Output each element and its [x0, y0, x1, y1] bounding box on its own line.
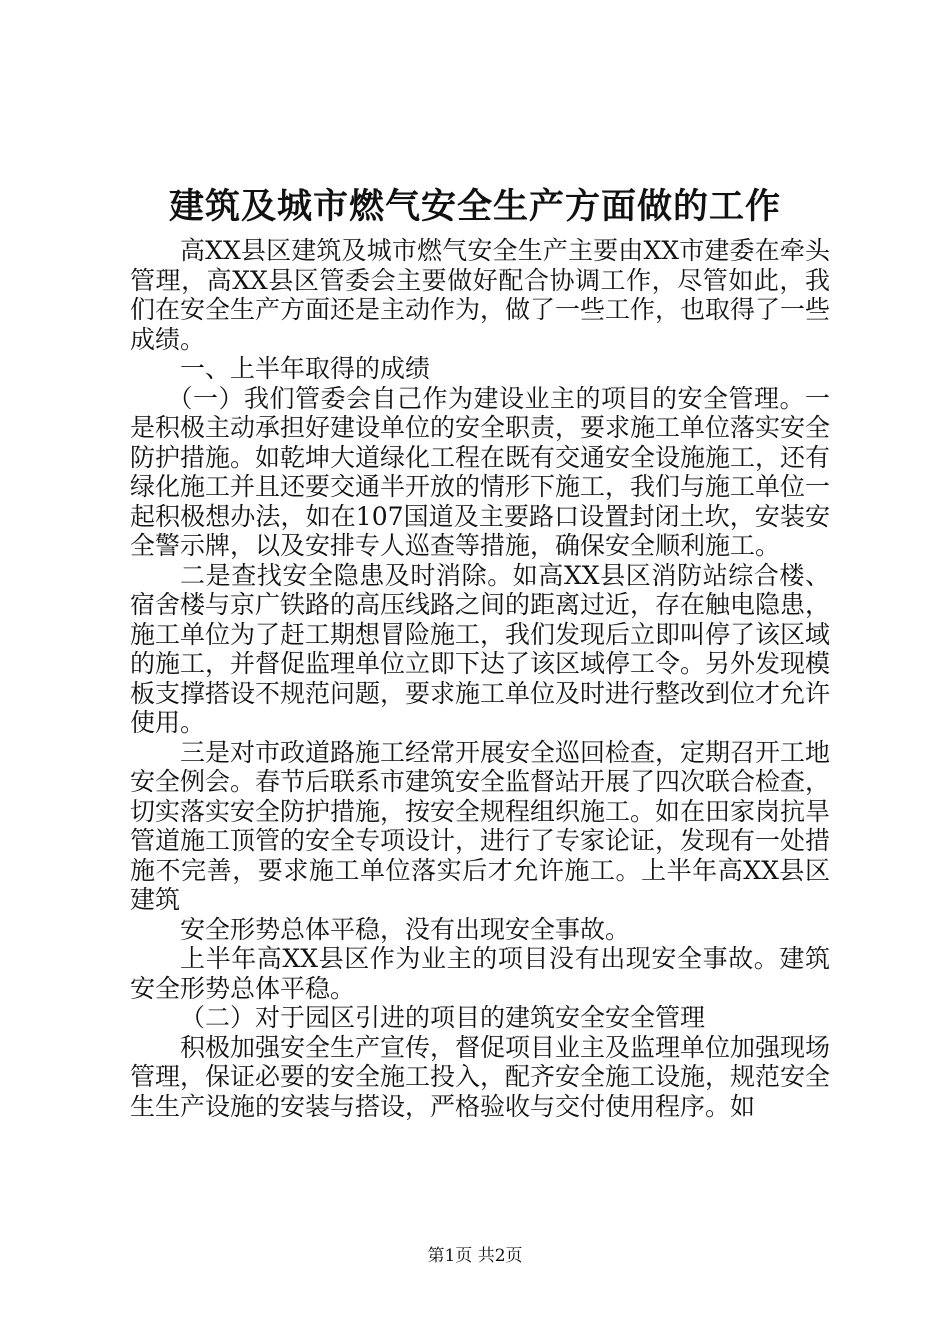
paragraph-park-projects: 积极加强安全生产宣传，督促项目业主及监理单位加强现场管理，保证必要的安全施工投入，配齐安全施工设施，规范安全生生产设施的安装与搭设，严格验收与交付使用程序。如	[130, 1032, 831, 1121]
document-title: 建筑及城市燃气安全生产方面做的工作	[168, 186, 781, 227]
paragraph-no-accidents: 上半年高XX县区作为业主的项目没有出现安全事故。建筑安全形势总体平稳。	[130, 944, 830, 1003]
document-body	[130, 236, 830, 1121]
paragraph-safety-status: 安全形势总体平稳，没有出现安全事故。	[180, 914, 631, 944]
section-heading-2: （二）对于园区引进的项目的建筑安全安全管理	[180, 1003, 706, 1032]
paragraph-point-3: 三是对市政道路施工经常开展安全巡回检查，定期召开工地安全例会。春节后联系市建筑安全监督站开展了四次联合检查，切实落实安全防护措施，按安全规程组织施工。如在田家岗抗旱管道施工顶管的安全专项设计，进行了专家论证，发现有一处措施不完善，要求施工单位落实后才允许施工。上半年高XX县区建筑	[130, 737, 831, 914]
paragraph-subsection-1: （一）我们管委会自己作为建设业主的项目的安全管理。一是积极主动承担好建设单位的安全职责，要求施工单位落实安全防护措施。如乾坤大道绿化工程在既有交通安全设施施工，还有绿化施工并且还要交通半开放的情形下施工，我们与施工单位一起积极想办法，如在107国道及主要路口设置封闭土坎，安装安全警示牌，以及安排专人巡查等措施，确保安全顺利施工。	[130, 383, 831, 560]
paragraph-intro: 高XX县区建筑及城市燃气安全生产主要由XX市建委在牵头管理，高XX县区管委会主要做好配合协调工作，尽管如此，我们在安全生产方面还是主动作为，做了一些工作，也取得了一些成绩。	[130, 236, 831, 354]
page-footer: 第1页 共2页	[427, 1246, 523, 1266]
section-heading-1: 一、上半年取得的成绩	[180, 354, 431, 383]
paragraph-point-2: 二是查找安全隐患及时消除。如高XX县区消防站综合楼、宿舍楼与京广铁路的高压线路之间的距离过近，存在触电隐患，施工单位为了赶工期想冒险施工，我们发现后立即叫停了该区域的施工，并督促监理单位立即下达了该区域停工令。另外发现模板支撑搭设不规范问题，要求施工单位及时进行整改到位才允许使用。	[130, 560, 831, 737]
